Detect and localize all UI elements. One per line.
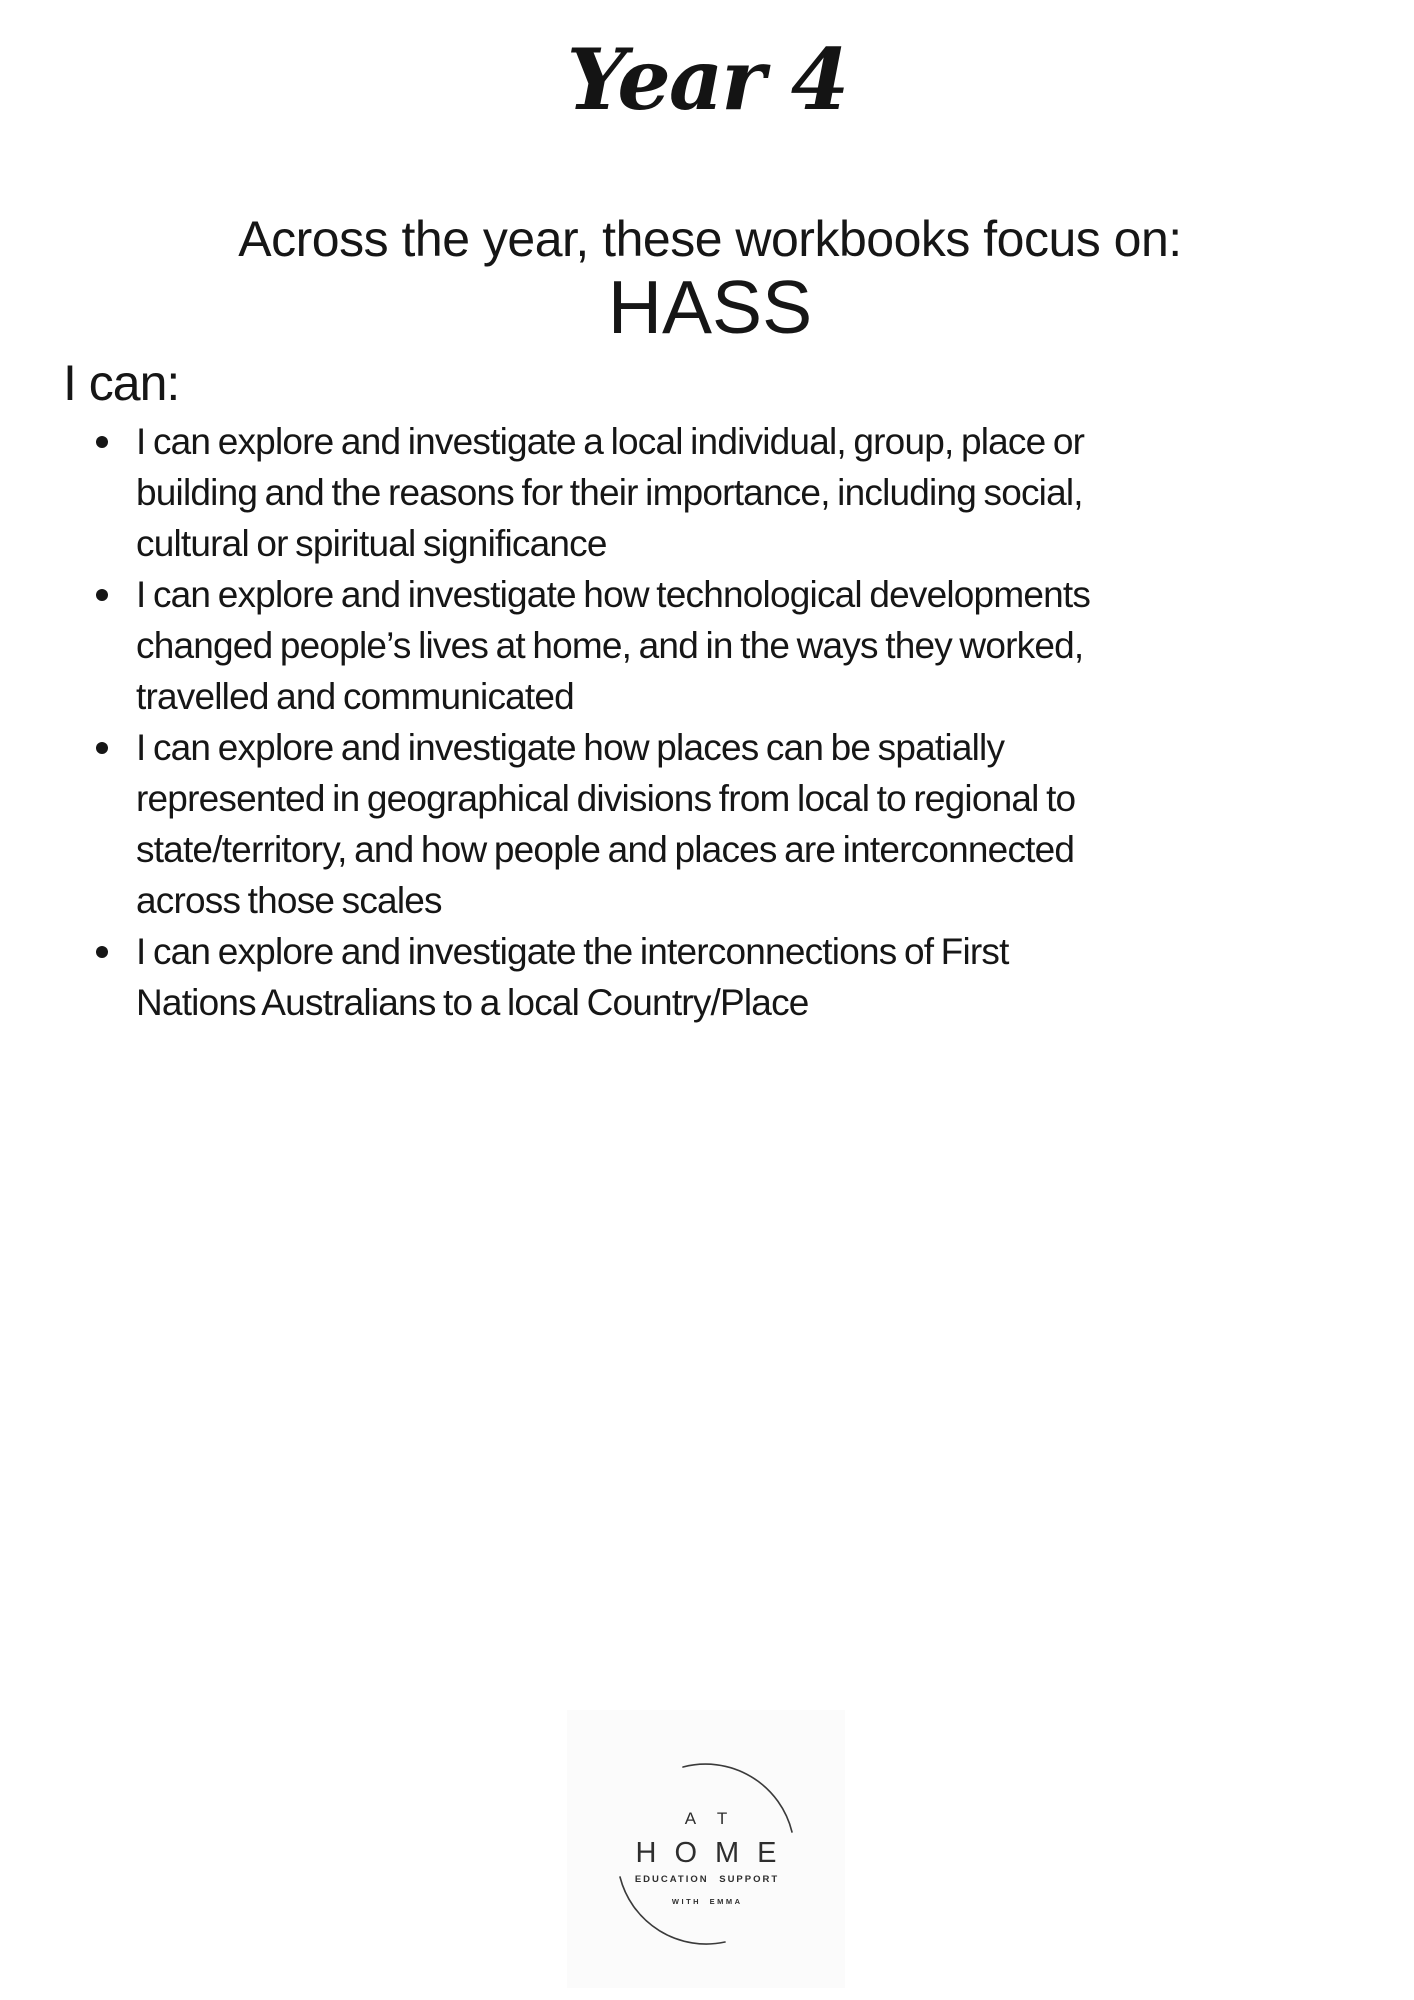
- focus-heading: Across the year, these workbooks focus on:: [238, 211, 1182, 267]
- list-item: [0, 722, 1340, 926]
- logo: [567, 1710, 845, 1988]
- list-item: [0, 416, 1340, 569]
- logo-subtitle-text: EDUCATION SUPPORT: [634, 1874, 780, 1885]
- logo-arc-bottom-left-icon: [620, 1877, 725, 1944]
- list-item-text: I can explore and investigate the interconnections of First Nations Australians to a local Country/Place: [136, 931, 1009, 1023]
- subject-title: HASS: [607, 265, 813, 349]
- intro-label: I can:: [63, 355, 180, 411]
- list-item: [0, 926, 1340, 1028]
- list-item: [0, 569, 1340, 722]
- logo-home-text: HOME: [635, 1837, 795, 1869]
- list-item-text: I can explore and investigate how technological developments changed people’s lives at home, and in the ways they worked, travelled and communicated: [136, 574, 1091, 717]
- logo-tagline-text: WITH EMMA: [671, 1897, 743, 1906]
- i-can-list: [0, 416, 1340, 1028]
- page-title: Year 4: [566, 30, 848, 129]
- logo-at-text: AT: [684, 1809, 750, 1828]
- list-item-text: I can explore and investigate how places can be spatially represented in geographical divisions from local to regional to state/territory, and how people and places are interconnected across those scales: [136, 727, 1076, 921]
- list-item-text: I can explore and investigate a local individual, group, place or building and the reasons for their importance, including social, cultural or spiritual significance: [136, 421, 1085, 564]
